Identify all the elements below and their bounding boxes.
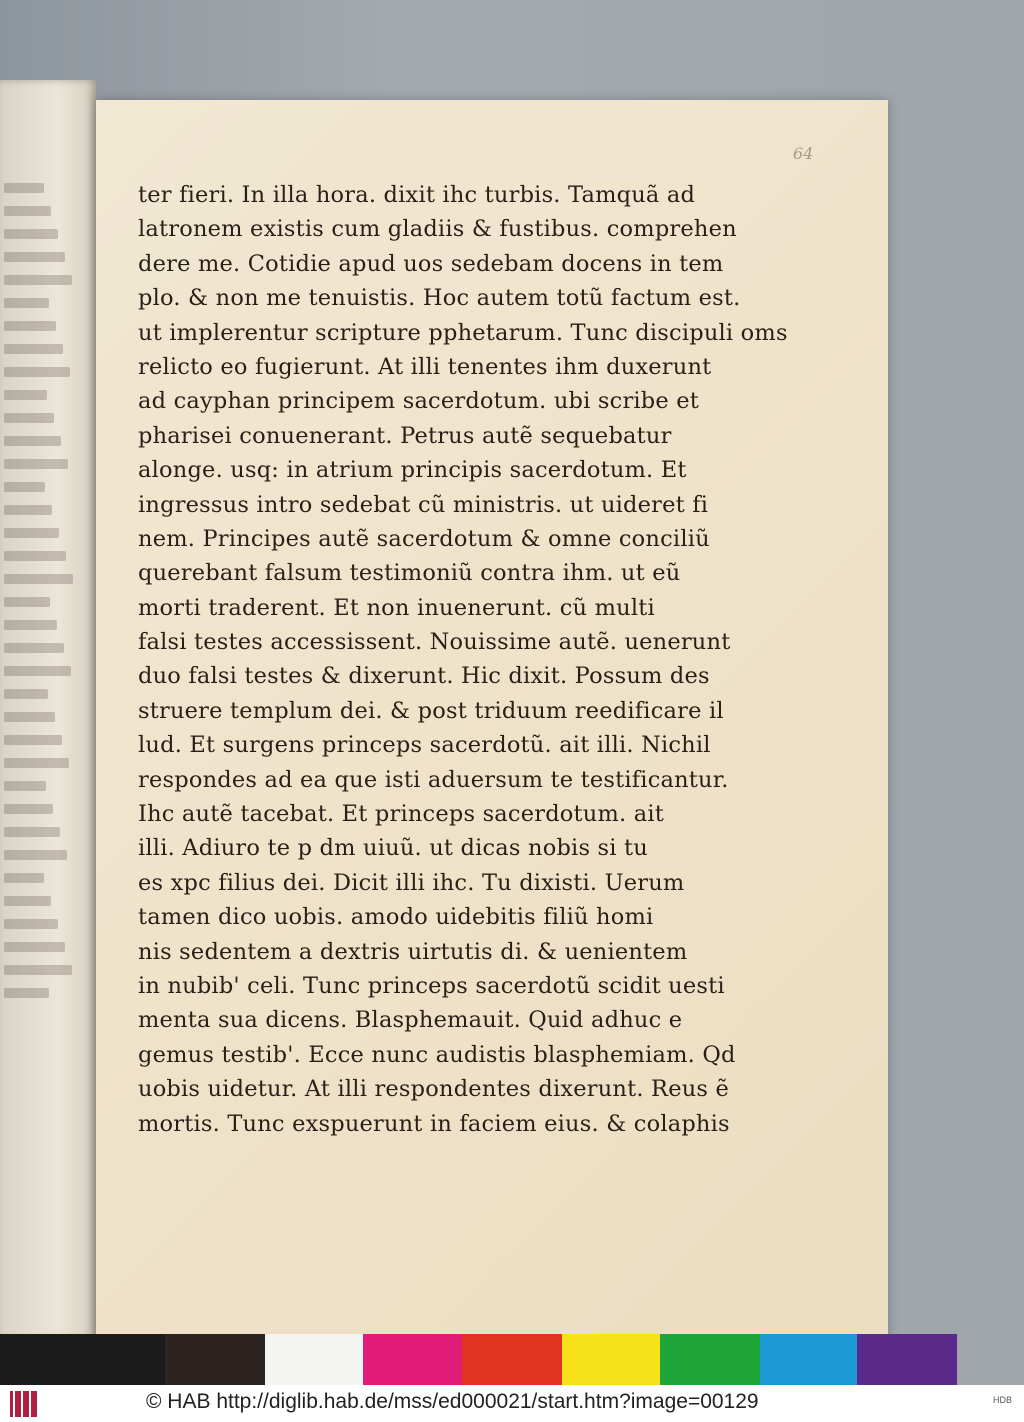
facing-page-edge	[0, 80, 96, 1340]
ghost-line	[4, 275, 72, 285]
ghost-line	[4, 942, 65, 952]
ghost-line	[4, 735, 62, 745]
colour-swatch-white	[265, 1334, 363, 1385]
ghost-line	[4, 574, 73, 584]
facing-page-text-ghost	[4, 170, 74, 1011]
logo-stroke	[18, 1391, 21, 1417]
manuscript-line: relicto eo fugierunt. At illi tenentes ihm duxerunt	[138, 353, 712, 380]
ghost-line	[4, 551, 66, 561]
manuscript-line: lud. Et surgens princeps sacerdotũ. ait illi. Nichil	[138, 732, 711, 759]
manuscript-line: es xpc filius dei. Dicit illi ihc. Tu dixisti. Uerum	[138, 869, 685, 896]
manuscript-line: ingressus intro sedebat cũ ministris. ut uideret fi	[138, 491, 709, 518]
manuscript-line: tamen dico uobis. amodo uidebitis filiũ homi	[138, 904, 654, 931]
manuscript-text-block	[138, 178, 788, 1141]
manuscript-line: morti traderent. Et non inuenerunt. cũ multi	[138, 594, 655, 621]
logo-stroke	[34, 1391, 37, 1417]
manuscript-line: falsi testes accessissent. Nouissime autẽ. uenerunt	[138, 629, 731, 656]
ghost-line	[4, 666, 71, 676]
ghost-line	[4, 689, 48, 699]
ghost-line	[4, 298, 49, 308]
ghost-line	[4, 919, 58, 929]
ghost-line	[4, 344, 63, 354]
ghost-line	[4, 528, 59, 538]
logo-stroke	[10, 1391, 13, 1417]
manuscript-line: duo falsi testes & dixerunt. Hic dixit. Possum des	[138, 663, 710, 690]
ghost-line	[4, 183, 44, 193]
colour-swatch-red	[462, 1334, 562, 1385]
manuscript-line: latronem existis cum gladiis & fustibus. comprehen	[138, 216, 737, 243]
ghost-line	[4, 436, 61, 446]
ghost-line	[4, 321, 56, 331]
manuscript-line: illi. Adiuro te p dm uiuũ. ut dicas nobis si tu	[138, 835, 648, 862]
ghost-line	[4, 367, 70, 377]
manuscript-line: mortis. Tunc exspuerunt in faciem eius. & colaphis	[138, 1110, 730, 1137]
folio-number: 64	[793, 144, 814, 163]
manuscript-line: Ihc autẽ tacebat. Et princeps sacerdotum. ait	[138, 801, 664, 828]
manuscript-line: ter fieri. In illa hora. dixit ihc turbis. Tamquã ad	[138, 182, 696, 208]
ghost-line	[4, 781, 46, 791]
ghost-line	[4, 827, 60, 837]
ghost-line	[4, 643, 64, 653]
ghost-line	[4, 505, 52, 515]
colour-swatch-magenta	[363, 1334, 462, 1385]
ghost-line	[4, 873, 44, 883]
ghost-line	[4, 712, 55, 722]
hab-logo-icon	[10, 1391, 40, 1417]
manuscript-line: alonge. usq: in atrium principis sacerdotum. Et	[138, 457, 687, 484]
ghost-line	[4, 988, 49, 998]
copyright-caption: © HAB http://diglib.hab.de/mss/ed000021/start.htm?image=00129	[146, 1390, 759, 1413]
manuscript-line: struere templum dei. & post triduum reedificare il	[138, 697, 724, 724]
ghost-line	[4, 896, 51, 906]
manuscript-line: respondes ad ea que isti aduersum te testificantur.	[138, 766, 729, 793]
ghost-line	[4, 252, 65, 262]
ghost-line	[4, 390, 47, 400]
manuscript-folio	[96, 100, 888, 1340]
ghost-line	[4, 459, 68, 469]
ghost-line	[4, 804, 53, 814]
manuscript-line: plo. & non me tenuistis. Hoc autem totũ factum est.	[138, 285, 741, 312]
image-caption-bar	[0, 1385, 1024, 1422]
ghost-line	[4, 965, 72, 975]
colour-swatch-green	[660, 1334, 760, 1385]
manuscript-line: ut implerentur scripture pphetarum. Tunc discipuli oms	[138, 319, 788, 346]
manuscript-line: nem. Principes autẽ sacerdotum & omne conciliũ	[138, 525, 710, 552]
manuscript-line: gemus testib'. Ecce nunc audistis blasphemiam. Qd	[138, 1041, 736, 1068]
colour-swatch-yellow	[562, 1334, 660, 1385]
manuscript-line: menta sua dicens. Blasphemauit. Quid adhuc e	[138, 1007, 683, 1034]
manuscript-line: in nubib' celi. Tunc princeps sacerdotũ scidit uesti	[138, 972, 725, 999]
colour-swatch-black	[0, 1334, 165, 1385]
caption-tag: HDB	[992, 1395, 1012, 1405]
ghost-line	[4, 206, 51, 216]
ghost-line	[4, 850, 67, 860]
manuscript-line: nis sedentem a dextris uirtutis di. & uenientem	[138, 938, 688, 965]
ghost-line	[4, 229, 58, 239]
colour-swatch-dark-brown	[165, 1334, 265, 1385]
logo-stroke	[26, 1391, 29, 1417]
ghost-line	[4, 620, 57, 630]
manuscript-line: ad cayphan principem sacerdotum. ubi scribe et	[138, 388, 700, 415]
ghost-line	[4, 482, 45, 492]
manuscript-line: querebant falsum testimoniũ contra ihm. ut eũ	[138, 560, 681, 587]
colour-calibration-bar	[0, 1334, 1024, 1385]
ghost-line	[4, 597, 50, 607]
colour-swatch-cyan	[760, 1334, 857, 1385]
ghost-line	[4, 413, 54, 423]
colour-swatch-violet	[857, 1334, 957, 1385]
manuscript-line: uobis uidetur. At illi respondentes dixerunt. Reus ẽ	[138, 1076, 730, 1103]
ghost-line	[4, 758, 69, 768]
manuscript-line: pharisei conuenerant. Petrus autẽ sequebatur	[138, 422, 672, 449]
manuscript-line: dere me. Cotidie apud uos sedebam docens in tem	[138, 250, 724, 277]
